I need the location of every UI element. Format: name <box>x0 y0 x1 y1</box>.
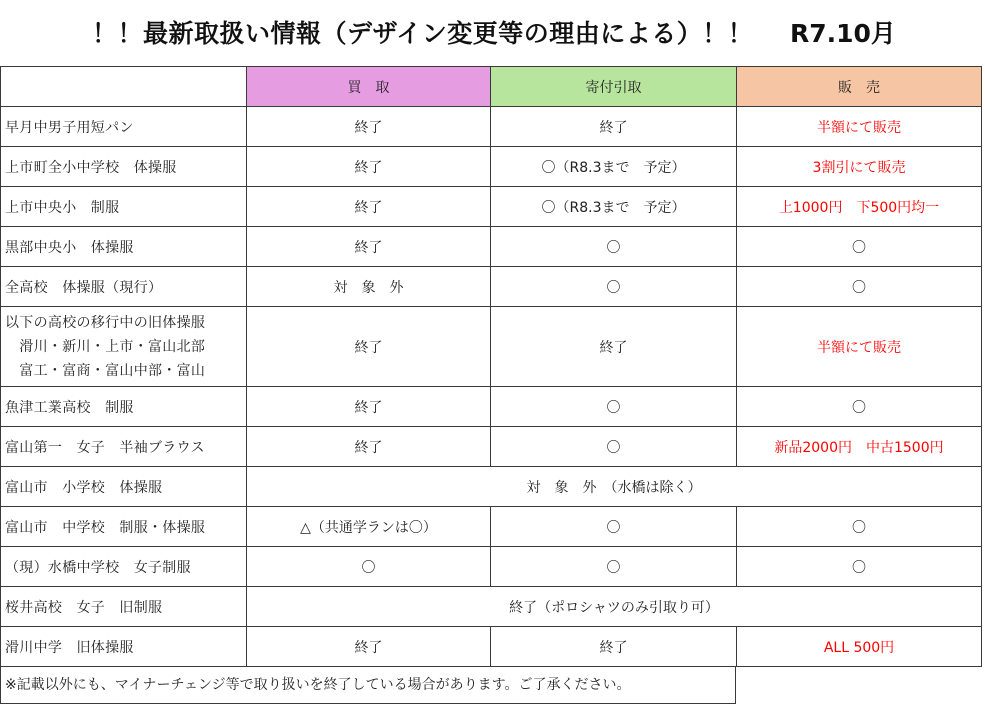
table-row <box>1 427 982 467</box>
sell-status-cell: 上1000円 下500円均一 <box>737 187 982 227</box>
info-table <box>0 66 982 667</box>
item-name-cell <box>1 187 247 227</box>
sell-status-cell: 半額にて販売 <box>737 307 982 387</box>
item-name-cell <box>1 467 247 507</box>
item-name-line: 全高校 体操服（現行） <box>5 279 163 296</box>
buy-status-cell: 対 象 外 <box>247 267 491 307</box>
buy-status-cell: △（共通学ランは〇） <box>247 507 491 547</box>
sell-status-cell: 半額にて販売 <box>737 107 982 147</box>
table-row <box>1 187 982 227</box>
buy-status-cell: 終了 <box>247 147 491 187</box>
header-donate: 寄付引取 <box>491 67 737 107</box>
item-name-line: 富工・富商・富山中部・富山 <box>5 362 206 379</box>
item-name-cell <box>1 547 247 587</box>
donate-status-cell: 〇 <box>491 267 737 307</box>
buy-status-cell: 終了 <box>247 227 491 267</box>
buy-status-cell: 終了 <box>247 187 491 227</box>
sell-status-cell: 〇 <box>737 227 982 267</box>
header-row <box>1 67 982 107</box>
sell-status-cell: 〇 <box>737 507 982 547</box>
buy-status-cell: 終了 <box>247 107 491 147</box>
donate-status-cell: 終了 <box>491 107 737 147</box>
item-name-line: （現）水橋中学校 女子制服 <box>5 559 191 576</box>
merged-status-cell: 対 象 外 （水橋は除く） <box>247 467 982 507</box>
item-name-line: 滑川中学 旧体操服 <box>5 639 134 656</box>
table-row <box>1 147 982 187</box>
item-name-cell <box>1 307 247 387</box>
sell-status-cell: 3割引にて販売 <box>737 147 982 187</box>
item-name-line: 早月中男子用短パン <box>5 119 134 136</box>
table-row <box>1 587 982 627</box>
item-name-cell <box>1 267 247 307</box>
item-name-cell <box>1 227 247 267</box>
table-row <box>1 507 982 547</box>
buy-status-cell: 終了 <box>247 427 491 467</box>
item-name-line: 富山市 小学校 体操服 <box>5 479 163 496</box>
sell-status-cell: 〇 <box>737 387 982 427</box>
buy-status-cell: 〇 <box>247 547 491 587</box>
donate-status-cell: 〇 <box>491 547 737 587</box>
table-body <box>1 107 982 667</box>
item-name-line: 黒部中央小 体操服 <box>5 239 134 256</box>
item-name-cell <box>1 587 247 627</box>
item-name-cell <box>1 627 247 667</box>
item-name-line: 桜井高校 女子 旧制服 <box>5 599 163 616</box>
sell-status-cell: 〇 <box>737 547 982 587</box>
item-name-cell <box>1 107 247 147</box>
item-name-line: 魚津工業高校 制服 <box>5 399 134 416</box>
item-name-cell <box>1 387 247 427</box>
buy-status-cell: 終了 <box>247 387 491 427</box>
sell-status-cell: ALL 500円 <box>737 627 982 667</box>
header-corner <box>1 67 247 107</box>
item-name-cell <box>1 507 247 547</box>
table-row <box>1 107 982 147</box>
table-row <box>1 387 982 427</box>
donate-status-cell: 〇（R8.3まで 予定） <box>491 147 737 187</box>
item-name-line: 上市中央小 制服 <box>5 199 120 216</box>
table-row <box>1 307 982 387</box>
item-name-line: 富山第一 女子 半袖ブラウス <box>5 439 205 456</box>
table-row <box>1 267 982 307</box>
header-sell: 販 売 <box>737 67 982 107</box>
header-buy: 買 取 <box>247 67 491 107</box>
donate-status-cell: 〇 <box>491 427 737 467</box>
merged-status-cell: 終了（ポロシャツのみ引取り可） <box>247 587 982 627</box>
donate-status-cell: 〇 <box>491 507 737 547</box>
donate-status-cell: 終了 <box>491 627 737 667</box>
title-row <box>0 0 985 66</box>
donate-status-cell: 〇 <box>491 227 737 267</box>
table-row <box>1 627 982 667</box>
item-name-cell <box>1 147 247 187</box>
table-row <box>1 467 982 507</box>
donate-status-cell: 〇 <box>491 387 737 427</box>
table-row <box>1 227 982 267</box>
item-name-cell <box>1 427 247 467</box>
sell-status-cell: 〇 <box>737 267 982 307</box>
buy-status-cell: 終了 <box>247 307 491 387</box>
donate-status-cell: 〇（R8.3まで 予定） <box>491 187 737 227</box>
item-name-line: 上市町全小中学校 体操服 <box>5 159 177 176</box>
item-name-line: 以下の高校の移行中の旧体操服 <box>5 314 206 331</box>
item-name-line: 滑川・新川・上市・富山北部 <box>5 338 206 355</box>
page-title: ！！最新取扱い情報（デザイン変更等の理由による）！！ <box>92 19 754 48</box>
donate-status-cell: 終了 <box>491 307 737 387</box>
footnote: ※記載以外にも、マイナーチェンジ等で取り扱いを終了している場合があります。ご了承ください。 <box>0 666 736 704</box>
table-row <box>1 547 982 587</box>
item-name-line: 富山市 中学校 制服・体操服 <box>5 519 206 536</box>
buy-status-cell: 終了 <box>247 627 491 667</box>
title-month: R7.10月 <box>790 19 896 48</box>
sell-status-cell: 新品2000円 中古1500円 <box>737 427 982 467</box>
